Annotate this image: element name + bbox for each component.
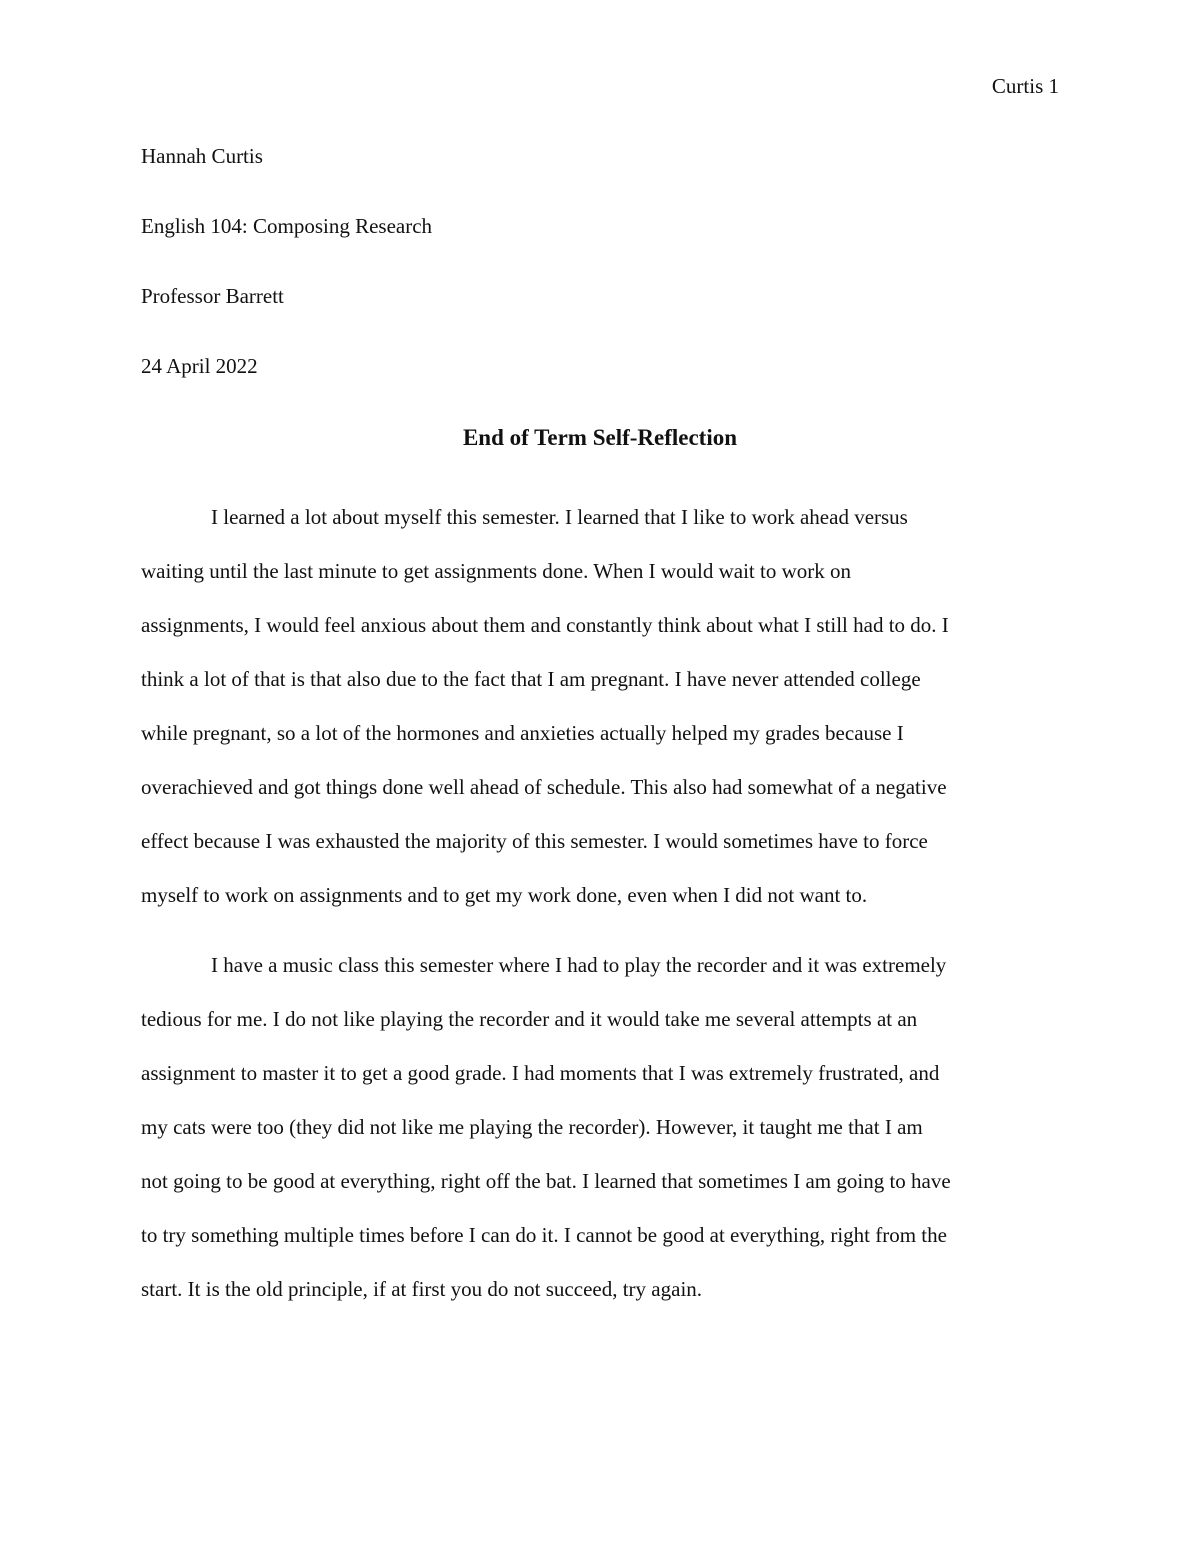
- paragraph-line: my cats were too (they did not like me playing the recorder). However, it taught me that I am: [141, 1115, 923, 1139]
- course-name: English 104: Composing Research: [141, 214, 433, 238]
- document-date: 24 April 2022: [141, 354, 258, 378]
- paragraph-line: I learned a lot about myself this semester. I learned that I like to work ahead versus: [211, 505, 908, 529]
- paragraph-line: to try something multiple times before I can do it. I cannot be good at everything, right from the: [141, 1223, 947, 1247]
- paragraph-line: assignment to master it to get a good grade. I had moments that I was extremely frustrated, and: [141, 1061, 940, 1085]
- paragraph-line: effect because I was exhausted the majority of this semester. I would sometimes have to force: [141, 829, 928, 853]
- professor-name: Professor Barrett: [141, 284, 284, 308]
- paragraph-line: while pregnant, so a lot of the hormones and anxieties actually helped my grades because I: [141, 721, 904, 745]
- paragraph-line: myself to work on assignments and to get my work done, even when I did not want to.: [141, 883, 868, 907]
- document-title: End of Term Self-Reflection: [462, 425, 738, 450]
- paragraph-line: not going to be good at everything, right off the bat. I learned that sometimes I am going to have: [141, 1169, 951, 1193]
- paragraph-line: I have a music class this semester where I had to play the recorder and it was extremely: [211, 953, 947, 977]
- author-name: Hannah Curtis: [141, 144, 263, 168]
- paragraph-line: tedious for me. I do not like playing the recorder and it would take me several attempts at an: [141, 1007, 918, 1031]
- paragraph-line: waiting until the last minute to get assignments done. When I would wait to work on: [141, 559, 852, 583]
- paragraph-line: assignments, I would feel anxious about them and constantly think about what I still had to do. I: [141, 613, 949, 637]
- paragraph-line: overachieved and got things done well ahead of schedule. This also had somewhat of a negative: [141, 775, 947, 799]
- paragraph-line: start. It is the old principle, if at first you do not succeed, try again.: [141, 1277, 703, 1301]
- running-header: Curtis 1: [991, 74, 1059, 98]
- paragraph-line: think a lot of that is that also due to the fact that I am pregnant. I have never attended college: [141, 667, 921, 691]
